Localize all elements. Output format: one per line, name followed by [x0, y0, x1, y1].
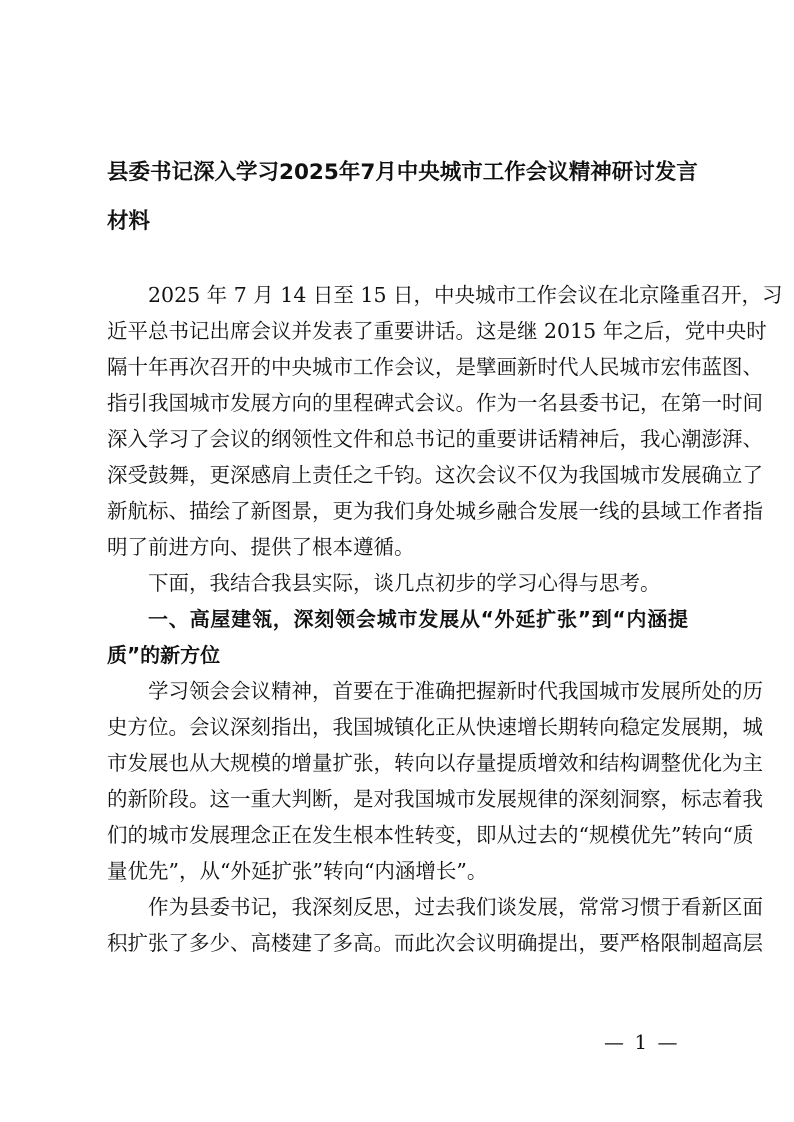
paragraph-line: 作为县委书记，我深刻反思，过去我们谈发展，常常习惯于看新区面	[148, 895, 763, 919]
paragraph-line: 深入学习了会议的纲领性文件和总书记的重要讲话精神后，我心潮澎湃、	[107, 427, 763, 451]
section-heading-line: 一、高屋建瓴，深刻领会城市发展从“外延扩张”到“内涵提	[148, 607, 688, 631]
paragraph-line: 2025 年 7 月 14 日至 15 日，中央城市工作会议在北京隆重召开，习	[148, 283, 783, 307]
document-title-line: 县委书记深入学习2025年7月中央城市工作会议精神研讨发言	[107, 160, 698, 185]
paragraph-line: 市发展也从大规模的增量扩张，转向以存量提质增效和结构调整优化为主	[107, 751, 763, 775]
paragraph-line: 史方位。会议深刻指出，我国城镇化正从快速增长期转向稳定发展期，城	[107, 715, 763, 739]
paragraph-line: 明了前进方向、提供了根本遵循。	[107, 535, 415, 559]
page-number: — 1 —	[604, 1030, 680, 1054]
section-heading-line: 质”的新方位	[107, 643, 221, 667]
paragraph-line: 量优先”，从“外延扩张”转向“内涵增长”。	[107, 859, 488, 883]
paragraph-line: 隔十年再次召开的中央城市工作会议，是擘画新时代人民城市宏伟蓝图、	[107, 355, 763, 379]
document-title-line: 材料	[107, 209, 151, 234]
paragraph-line: 指引我国城市发展方向的里程碑式会议。作为一名县委书记，在第一时间	[107, 391, 763, 415]
paragraph-line: 下面，我结合我县实际，谈几点初步的学习心得与思考。	[148, 571, 661, 595]
paragraph-line: 积扩张了多少、高楼建了多高。而此次会议明确提出，要严格限制超高层	[107, 931, 763, 955]
paragraph-line: 们的城市发展理念正在发生根本性转变，即从过去的“规模优先”转向“质	[107, 823, 754, 847]
paragraph-line: 学习领会会议精神，首要在于准确把握新时代我国城市发展所处的历	[148, 679, 763, 703]
paragraph-line: 新航标、描绘了新图景，更为我们身处城乡融合发展一线的县域工作者指	[107, 499, 763, 523]
paragraph-line: 近平总书记出席会议并发表了重要讲话。这是继 2015 年之后，党中央时	[107, 319, 767, 343]
paragraph-line: 的新阶段。这一重大判断，是对我国城市发展规律的深刻洞察，标志着我	[107, 787, 763, 811]
paragraph-line: 深受鼓舞，更深感肩上责任之千钧。这次会议不仅为我国城市发展确立了	[107, 463, 763, 487]
